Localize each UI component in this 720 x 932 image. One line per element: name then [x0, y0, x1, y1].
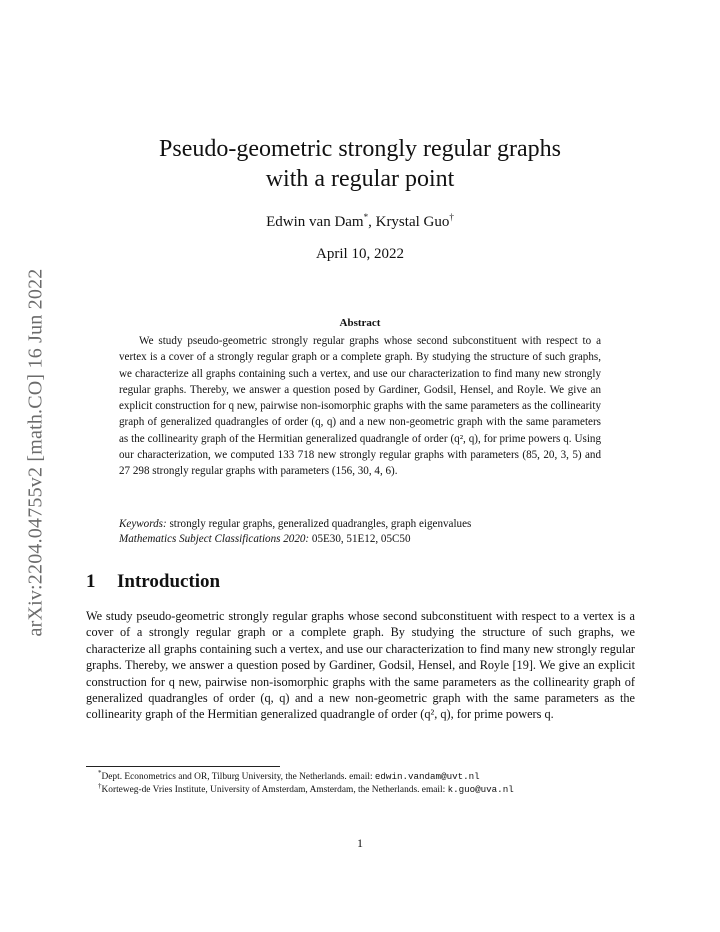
arxiv-identifier-stamp [26, 232, 46, 672]
email-link[interactable]: k.guo@uva.nl [447, 784, 514, 795]
section-heading [86, 571, 220, 593]
footnote-divider [86, 766, 280, 767]
author-name: Krystal Guo [375, 214, 450, 230]
paper-title [0, 134, 720, 194]
msc-codes: 05E30, 51E12, 05C50 [309, 533, 411, 545]
title-line-2: with a regular point [265, 166, 455, 192]
footnote-text: Dept. Econometrics and OR, Tilburg University, the Netherlands. email: [101, 772, 375, 782]
paper-date: April 10, 2022 [316, 246, 404, 262]
arxiv-identifier-text: arXiv:2204.04755v2 [math.CO] 16 Jun 2022 [24, 268, 47, 636]
footnote-text: Korteweg-de Vries Institute, University of Amsterdam, Amsterdam, the Netherlands. email: [101, 785, 448, 795]
page-number: 1 [357, 836, 363, 850]
footnote-2 [86, 783, 635, 798]
keywords-label: Keywords: [119, 518, 167, 530]
section-title: Introduction [117, 571, 221, 592]
email-link[interactable]: edwin.vandam@uvt.nl [374, 771, 480, 782]
footnote-marker: † [449, 212, 454, 222]
footnote-marker: * [98, 768, 102, 777]
footnote-marker: * [363, 212, 369, 222]
title-line-1: Pseudo-geometric strongly regular graphs [159, 136, 561, 162]
abstract-heading: Abstract [339, 317, 381, 329]
footnote-marker: † [98, 781, 102, 790]
msc-line [119, 531, 601, 547]
introduction-paragraph: We study pseudo-geometric strongly regular graphs whose second subconstituent with respect to a vertex is a cover of a strongly regular graph or a complete graph. By studying the structure of such graphs, we characterize all graphs containing such a vertex, and use our characterization to find many new strongly regular graphs. Thereby, we answer a question posed by Gardiner, Godsil, Hensel, and Royle [19]. We give an explicit construction for q new, pairwise non-isomorphic graphs with the same parameters as the collinearity graph of generalized quadrangles of order (q, q) and a new non-geometric graph with the same parameters as the collinearity graph of the Hermitian generalized quadrangle of order (q², q), for prime powers q. [86, 609, 635, 722]
author-list [0, 214, 720, 231]
keywords-line [119, 516, 601, 532]
author-separator: , [368, 214, 376, 230]
author-name: Edwin van Dam [266, 214, 364, 230]
section-number: 1 [86, 571, 96, 592]
msc-label: Mathematics Subject Classifications 2020: [119, 533, 310, 545]
keywords-text: strongly regular graphs, generalized quadrangles, graph eigenvalues [166, 518, 472, 530]
abstract-text: We study pseudo-geometric strongly regular graphs whose second subconstituent with respect to a vertex is a cover of a strongly regular graph or a complete graph. By studying the structure of such graphs, we characterize all graphs containing such a vertex, and use our characterization to find many new strongly regular graphs. Thereby, we answer a question posed by Gardiner, Godsil, Hensel, and Royle. We give an explicit construction for q new, pairwise non-isomorphic graphs with the same parameters as the collinearity graph of generalized quadrangles of order (q, q) and a new non-geometric graph with the same parameters as the collinearity graph of the Hermitian generalized quadrangle of order (q², q), for prime powers q. Using our characterization, we computed 133 718 new strongly regular graphs with parameters (85, 20, 3, 5) and 27 298 strongly regular graphs with parameters (156, 30, 4, 6). [119, 335, 601, 478]
